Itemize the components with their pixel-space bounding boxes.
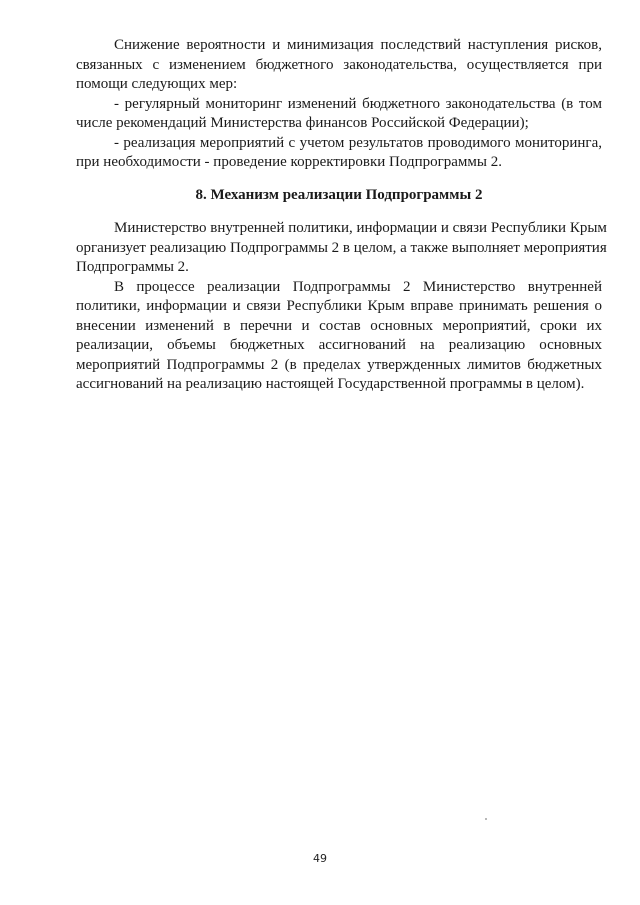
paragraph-risk-mitigation bbox=[76, 36, 602, 95]
paragraph-implementation-process bbox=[76, 278, 602, 395]
paragraph-ministry-organizes bbox=[76, 219, 607, 278]
text-line: организует реализацию Подпрограммы 2 в целом, а также выполняет мероприятия bbox=[76, 239, 607, 256]
text-line: - реализация мероприятий с учетом результатов проводимого мониторинга, bbox=[114, 134, 602, 151]
document-body bbox=[76, 36, 607, 395]
list-item-monitoring bbox=[76, 95, 602, 134]
text-line: Подпрограммы 2. bbox=[76, 259, 189, 275]
text-line: В процессе реализации Подпрограммы 2 Министерство внутренней bbox=[114, 278, 602, 295]
list-item-implementation bbox=[76, 134, 602, 173]
scan-speck bbox=[485, 818, 487, 820]
text-line: Министерство внутренней политики, информации и связи Республики Крым bbox=[114, 220, 607, 236]
section-heading: 8. Механизм реализации Подпрограммы 2 bbox=[195, 186, 483, 203]
text-line: мероприятий Подпрограммы 2 (в пределах утвержденных лимитов бюджетных bbox=[76, 356, 602, 373]
text-line: помощи следующих мер: bbox=[76, 76, 238, 92]
text-line: при необходимости - проведение корректировки Подпрограммы 2. bbox=[76, 154, 502, 170]
text-line: ассигнований на реализацию настоящей Государственной программы в целом). bbox=[76, 376, 585, 392]
page-number: 49 bbox=[313, 852, 327, 865]
text-line: связанных с изменением бюджетного законодательства, осуществляется при bbox=[76, 56, 602, 73]
text-line: реализации, объемы бюджетных ассигнований на реализацию основных bbox=[76, 337, 602, 353]
text-line: - регулярный мониторинг изменений бюджетного законодательства (в том bbox=[114, 95, 602, 112]
text-line: политики, информации и связи Республики Крым вправе принимать решения о bbox=[76, 298, 602, 314]
text-line: Снижение вероятности и минимизация последствий наступления рисков, bbox=[114, 37, 602, 53]
text-line: числе рекомендаций Министерства финансов Российской Федерации); bbox=[76, 115, 529, 131]
text-line: внесении изменений в перечни и состав основных мероприятий, сроки их bbox=[76, 317, 602, 334]
